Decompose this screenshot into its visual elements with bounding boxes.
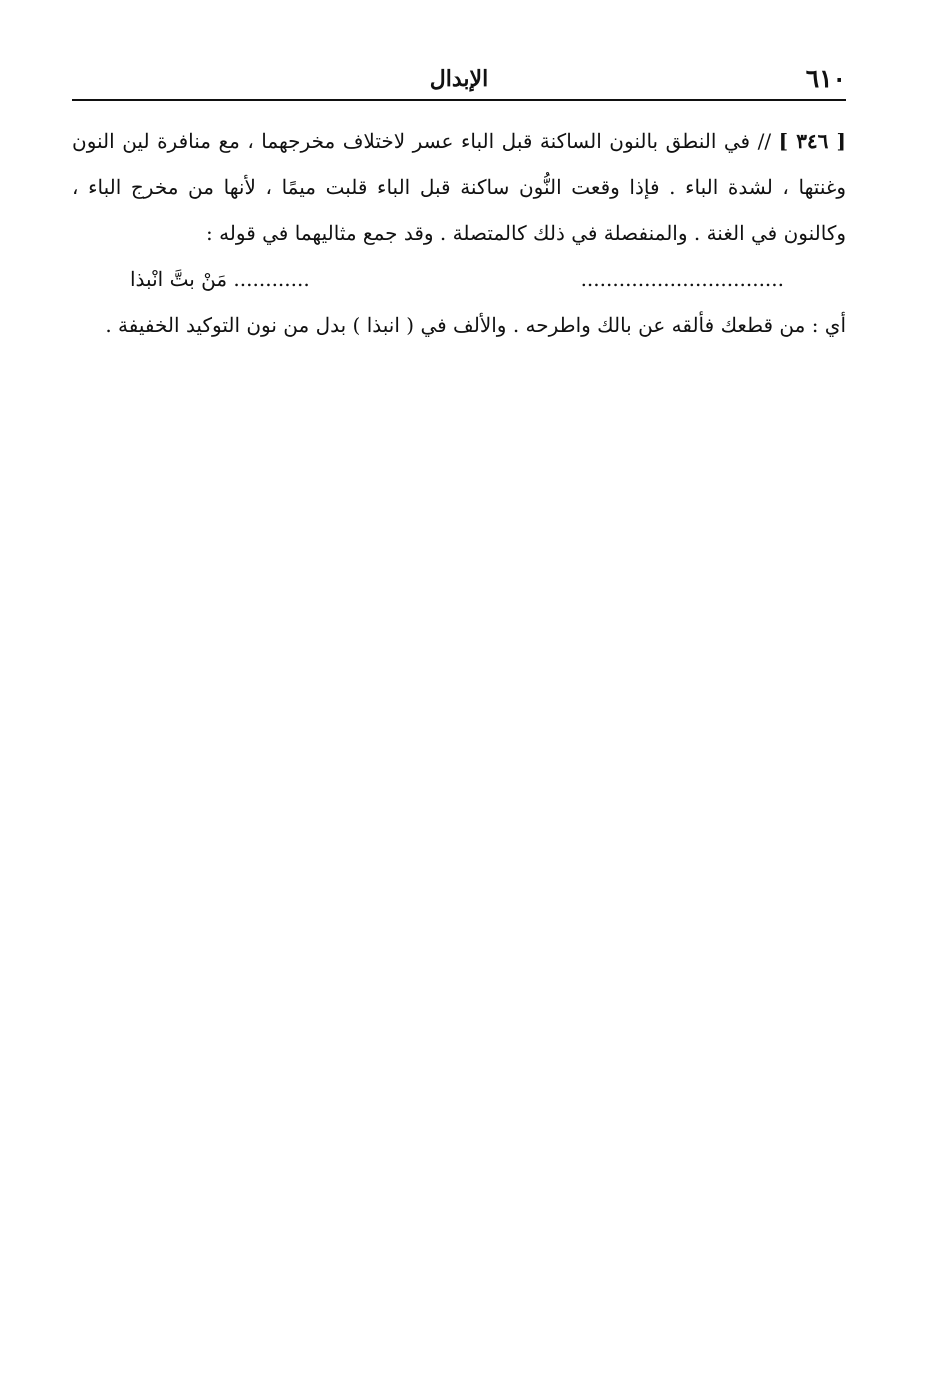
footnote-paragraph-2: أي : من قطعك فألقه عن بالك واطرحه . والألف في ( انبذا ) بدل من نون التوكيد الخفيفة . xyxy=(105,313,846,337)
entry-number: [ ٣٤٦ ] xyxy=(778,129,846,153)
verse-first-hemistich: ................................ xyxy=(580,267,784,291)
footnote-body xyxy=(72,118,846,348)
running-title: الإبدال xyxy=(429,66,489,92)
page-number: ٦١٠ xyxy=(805,64,846,93)
paragraph-1-text: // في النطق بالنون الساكنة قبل الباء عسر لاختلاف مخرجهما ، مع منافرة لين النون وغنتها ، لشدة الباء . فإذا وقعت النُّون ساكنة قبل الباء قلبت ميمًا ، لأنها من مخرج الباء ، وكالنون في الغنة . والمنفصلة في ذلك كالمتصلة . وقد جمع مثاليهما في قوله : xyxy=(72,129,846,245)
header-rule xyxy=(72,99,846,101)
verse-second-hemistich: ............ مَنْ بتَّ انْبذا xyxy=(130,267,310,291)
page-header xyxy=(72,62,846,100)
footnote-paragraph-1 xyxy=(72,118,846,256)
verse-line xyxy=(72,256,846,302)
